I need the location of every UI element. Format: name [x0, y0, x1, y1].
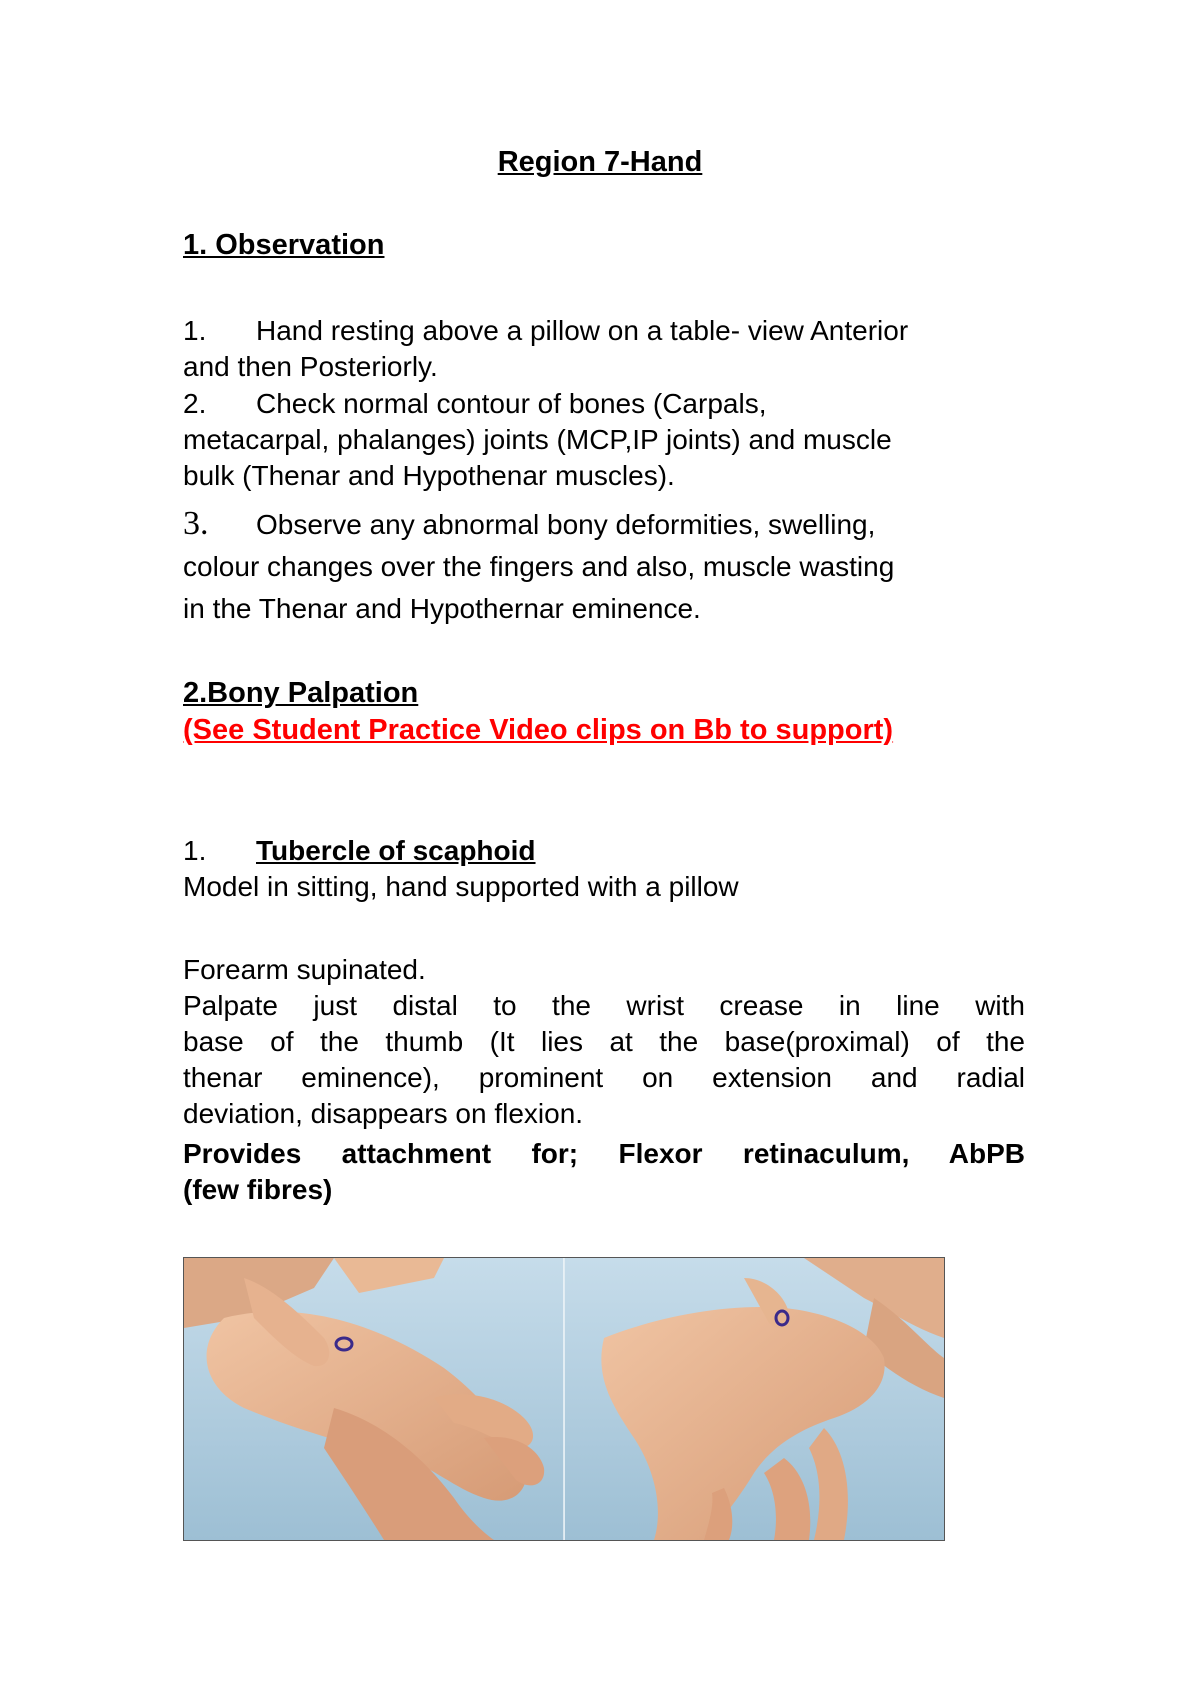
item-text: colour changes over the fingers and also, muscle wasting: [183, 551, 895, 582]
item-text: Observe any abnormal bony deformities, swelling,: [256, 509, 876, 540]
observation-item-1: [183, 313, 1023, 385]
scaphoid-description: [183, 988, 1025, 1132]
observation-heading: 1. Observation: [183, 229, 385, 261]
item-text: bulk (Thenar and Hypothenar muscles).: [183, 460, 675, 491]
scaphoid-position: Model in sitting, hand supported with a pillow: [183, 871, 739, 902]
description-line: Palpate just distal to the wrist crease in line with: [183, 990, 1025, 1021]
left-photo-panel: [184, 1258, 564, 1540]
description-line: deviation, disappears on flexion.: [183, 1098, 584, 1129]
item-number: 1.: [183, 315, 207, 346]
observation-item-3: [183, 503, 1023, 630]
scaphoid-attachments: [183, 1136, 1025, 1208]
item-text: and then Posteriorly.: [183, 351, 438, 382]
scaphoid-forearm: Forearm supinated.: [183, 954, 426, 985]
scaphoid-palpation-photo: [183, 1257, 945, 1541]
right-photo-panel: [565, 1258, 944, 1540]
page-title: Region 7-Hand: [497, 146, 703, 178]
description-line: thenar eminence), prominent on extension and radial: [183, 1062, 1025, 1093]
item-text: Check normal contour of bones (Carpals,: [256, 388, 767, 419]
item-text: in the Thenar and Hypothernar eminence.: [183, 593, 701, 624]
scaphoid-heading: Tubercle of scaphoid: [256, 835, 536, 866]
attachment-line: Provides attachment for; Flexor retinaculum, AbPB: [183, 1138, 1025, 1169]
item-number: 3.: [183, 505, 209, 542]
item-number: 1.: [183, 835, 207, 866]
bony-palpation-heading: 2.Bony Palpation: [183, 677, 419, 709]
attachment-line: (few fibres): [183, 1174, 333, 1205]
observation-item-2: [183, 386, 1023, 494]
item-text: Hand resting above a pillow on a table- view Anterior: [256, 315, 909, 346]
video-support-note: (See Student Practice Video clips on Bb to support): [183, 714, 894, 746]
scaphoid-heading-row: [183, 833, 1023, 869]
description-line: base of the thumb (It lies at the base(proximal) of the: [183, 1026, 1025, 1057]
item-number: 2.: [183, 388, 207, 419]
item-text: metacarpal, phalanges) joints (MCP,IP joints) and muscle: [183, 424, 892, 455]
hand-photo-illustration: [184, 1258, 944, 1540]
